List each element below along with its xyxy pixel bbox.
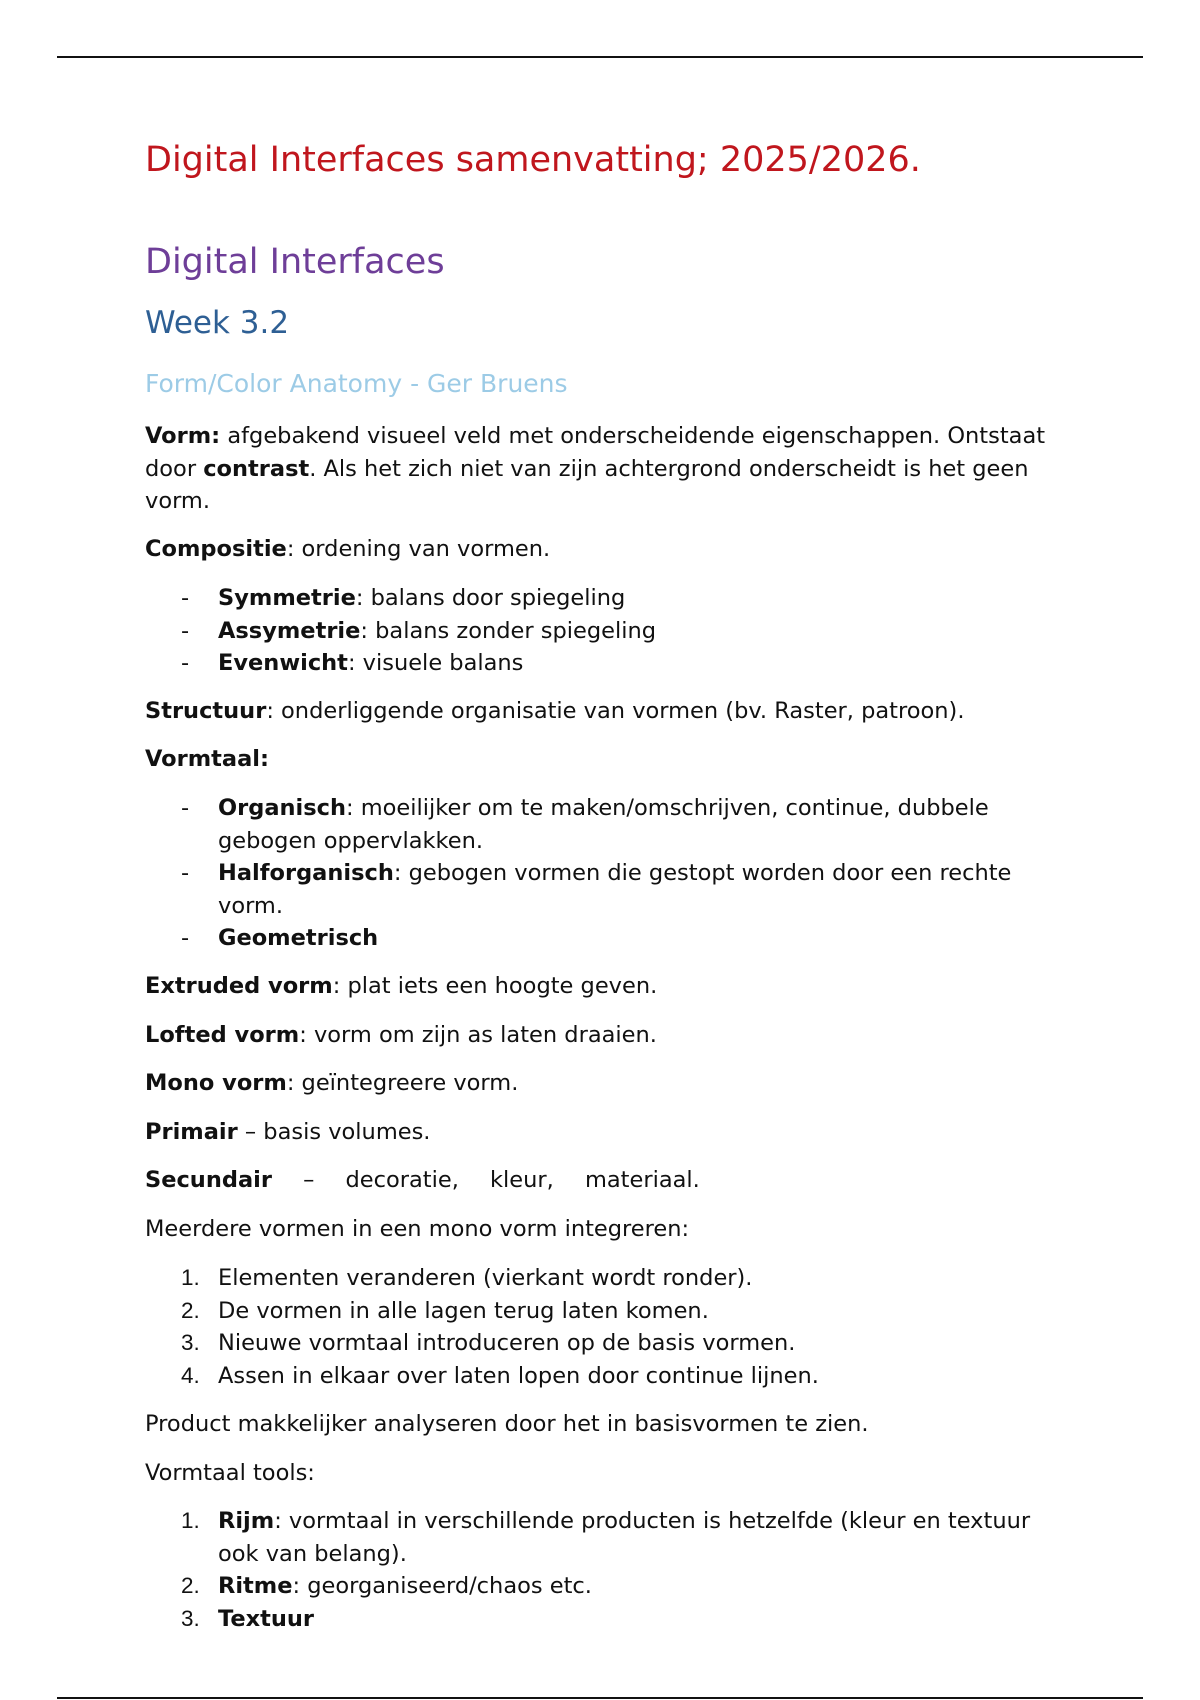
contrast-term: contrast xyxy=(203,455,310,482)
primair-text: – basis volumes. xyxy=(237,1119,431,1145)
list-term: Geometrisch xyxy=(218,925,379,951)
list-number: 1. xyxy=(181,1265,200,1290)
tools-list xyxy=(145,1505,1065,1635)
list-item xyxy=(145,582,1065,615)
vormtaal-paragraph xyxy=(145,743,1065,776)
list-term: Textuur xyxy=(218,1605,315,1632)
primair-paragraph xyxy=(145,1116,1065,1149)
list-text: : georganiseerd/chaos etc. xyxy=(292,1573,592,1599)
list-text: : visuele balans xyxy=(347,650,524,676)
list-item xyxy=(145,1295,1065,1328)
top-rule xyxy=(57,56,1143,58)
list-term: Organisch xyxy=(218,795,346,821)
structuur-paragraph xyxy=(145,695,1065,728)
vorm-term: Vorm: xyxy=(145,423,221,449)
mono-paragraph xyxy=(145,1067,1065,1100)
vormtaal-term: Vormtaal xyxy=(145,746,261,772)
list-term: Ritme xyxy=(218,1573,293,1599)
dash-bullet: - xyxy=(181,925,190,951)
list-text: Assen in elkaar over laten lopen door continue lijnen. xyxy=(218,1362,819,1389)
list-item xyxy=(145,1603,1065,1636)
list-term: Assymetrie xyxy=(218,617,361,644)
meerdere-paragraph: Meerdere vormen in een mono vorm integreren: xyxy=(145,1216,690,1242)
list-number: 2. xyxy=(181,1573,200,1598)
dash-bullet: - xyxy=(181,860,190,886)
document-title: Digital Interfaces samenvatting; 2025/2026. xyxy=(145,140,921,180)
list-item xyxy=(145,857,1065,922)
list-text: : balans zonder spiegeling xyxy=(360,617,657,644)
product-paragraph: Product makkelijker analyseren door het in basisvormen te zien. xyxy=(145,1411,869,1437)
list-text: : balans door spiegeling xyxy=(355,585,626,611)
list-text: De vormen in alle lagen terug laten komen. xyxy=(218,1297,709,1324)
meerdere-list xyxy=(145,1262,1065,1392)
list-term: Rijm xyxy=(218,1508,275,1534)
compositie-paragraph xyxy=(145,533,1065,566)
list-number: 3. xyxy=(181,1330,200,1355)
primair-term: Primair xyxy=(145,1119,238,1145)
heading-digital-interfaces: Digital Interfaces xyxy=(145,242,445,282)
vormtaal-list xyxy=(145,792,1065,955)
heading-form-color-anatomy: Form/Color Anatomy - Ger Bruens xyxy=(145,369,568,398)
extruded-term: Extruded vorm xyxy=(145,973,333,999)
list-number: 4. xyxy=(181,1362,200,1388)
list-item xyxy=(145,792,1065,857)
list-item xyxy=(145,1262,1065,1295)
secundair-text: – decoratie, kleur, materiaal. xyxy=(271,1167,700,1193)
list-term: Halforganisch xyxy=(218,860,394,886)
lofted-term: Lofted vorm xyxy=(145,1022,300,1048)
vormtaal-colon: : xyxy=(260,746,270,772)
compositie-term: Compositie xyxy=(145,536,287,562)
list-text: : moeilijker om te maken/omschrijven, continue, dubbele gebogen oppervlakken. xyxy=(218,795,989,854)
list-number: 3. xyxy=(181,1605,200,1631)
dash-bullet: - xyxy=(181,617,190,644)
secundair-term: Secundair xyxy=(145,1167,272,1193)
list-text: Nieuwe vormtaal introduceren op de basis vormen. xyxy=(218,1330,796,1356)
list-item xyxy=(145,647,1065,680)
tools-paragraph: Vormtaal tools: xyxy=(145,1460,315,1486)
vorm-paragraph xyxy=(145,420,1065,518)
compositie-text: : ordening van vormen. xyxy=(286,536,551,562)
list-text: Elementen veranderen (vierkant wordt ronder). xyxy=(218,1265,753,1291)
structuur-term: Structuur xyxy=(145,698,267,724)
vorm-text-2: . Als het zich niet van zijn achtergrond onderscheidt is het geen vorm. xyxy=(145,455,1029,514)
list-item xyxy=(145,1360,1065,1393)
list-item xyxy=(145,615,1065,648)
mono-term: Mono vorm xyxy=(145,1070,287,1096)
extruded-paragraph xyxy=(145,970,1065,1003)
heading-week: Week 3.2 xyxy=(145,305,290,341)
lofted-text: : vorm om zijn as laten draaien. xyxy=(299,1022,657,1048)
extruded-text: : plat iets een hoogte geven. xyxy=(332,973,658,999)
list-number: 2. xyxy=(181,1297,200,1323)
list-item xyxy=(145,922,1065,955)
list-number: 1. xyxy=(181,1508,200,1533)
dash-bullet: - xyxy=(181,795,190,821)
list-item xyxy=(145,1570,1065,1603)
list-item xyxy=(145,1327,1065,1360)
compositie-list xyxy=(145,582,1065,680)
dash-bullet: - xyxy=(181,650,190,676)
lofted-paragraph xyxy=(145,1019,1065,1052)
list-text: : gebogen vormen die gestopt worden door een rechte vorm. xyxy=(218,860,1012,919)
dash-bullet: - xyxy=(181,585,190,611)
secundair-paragraph xyxy=(145,1164,1065,1197)
structuur-text: : onderliggende organisatie van vormen (bv. Raster, patroon). xyxy=(266,698,965,724)
mono-text: : geïntegreere vorm. xyxy=(286,1070,519,1096)
list-term: Evenwicht xyxy=(218,650,348,676)
bottom-rule xyxy=(57,1697,1143,1699)
vorm-text-1: afgebakend visueel veld met onderscheidende eigenschappen. Ontstaat door xyxy=(145,423,1046,482)
list-item xyxy=(145,1505,1065,1570)
list-term: Symmetrie xyxy=(218,585,356,611)
list-text: : vormtaal in verschillende producten is hetzelfde (kleur en textuur ook van belang). xyxy=(218,1508,1031,1567)
